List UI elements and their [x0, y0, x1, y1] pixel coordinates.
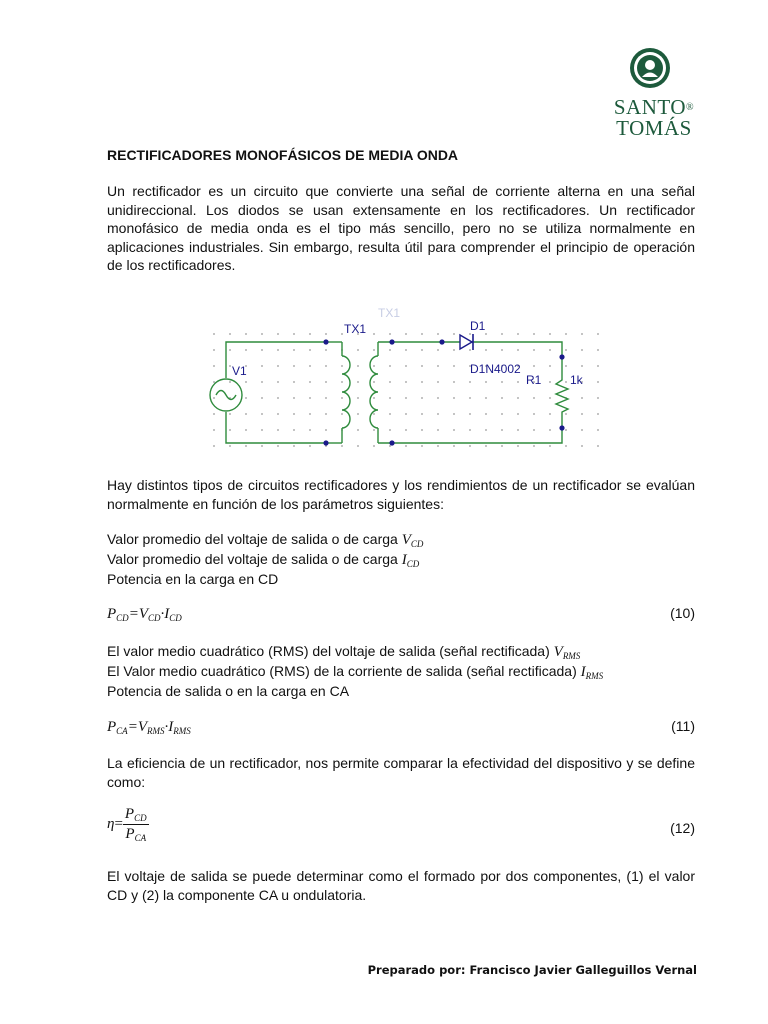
tx1-label: TX1: [344, 322, 367, 336]
resistor-value-label: 1k: [570, 373, 583, 387]
list1-item-3: Potencia en la carga en CD: [107, 571, 279, 587]
intro-paragraph: Un rectificador es un circuito que convierte una señal de corriente alterna en una señal unidireccional. Los diodos se usan extensamente en los rectificadores. Un rectificador monofásico de media onda es el tipo más sencillo, pero no se utiliza normalmente en aplicaciones industriales. Sin embargo, resulta útil para comprender el principio de operación de los rectificadores.: [107, 183, 695, 273]
rectifier-circuit-diagram: [196, 300, 616, 460]
logo-wordmark: SANTO® TOMÁS: [613, 95, 695, 140]
source-label: V1: [232, 364, 247, 378]
equation-12-number: (12): [670, 820, 695, 836]
resistor-label: R1: [526, 373, 542, 387]
list1-item-2: Valor promedio del voltaje de salida o de carga $I_{CD}$: [107, 551, 420, 569]
list2-item-2: El Valor medio cuadrático (RMS) de la corriente de salida (señal rectificada) $I_{RMS}$: [107, 663, 604, 681]
equation-11-number: (11): [671, 718, 695, 734]
rectifier-types-paragraph: Hay distintos tipos de circuitos rectificadores y los rendimientos de un rectificador se evalúan normalmente en función de los parámetros siguientes:: [107, 477, 695, 512]
diode-model-label: D1N4002: [470, 362, 521, 376]
efficiency-paragraph: La eficiencia de un rectificador, nos permite comparar la efectividad del dispositivo y se define como:: [107, 755, 695, 790]
list2-item-1: El valor medio cuadrático (RMS) del voltaje de salida (señal rectificada) $V_{RMS}$: [107, 643, 581, 661]
diode-label: D1: [470, 319, 486, 333]
tx1-ghost-label: TX1: [378, 306, 401, 320]
crest-icon: [606, 44, 702, 94]
equation-12: η= $\frac{P_{CD}}{P_{CA}}$: [107, 806, 147, 843]
equation-10: $P_{CD}=V_{CD}\cdot I_{CD}$: [107, 606, 182, 623]
page-title: RECTIFICADORES MONOFÁSICOS DE MEDIA ONDA: [107, 147, 459, 163]
list2-item-3: Potencia de salida o en la carga en CA: [107, 683, 350, 699]
list1-item-1: Valor promedio del voltaje de salida o de carga $V_{CD}$: [107, 531, 424, 549]
santo-tomas-logo: [606, 44, 702, 139]
footer-author: Preparado por: Francisco Javier Galleguillos Vernal: [367, 963, 697, 977]
efficiency-fraction: $\frac{P_{CD}}{P_{CA}}$: [124, 806, 147, 843]
equation-10-number: (10): [670, 605, 695, 621]
equation-11: $P_{CA}=V_{RMS}\cdot I_{RMS}$: [107, 719, 191, 736]
output-voltage-paragraph: El voltaje de salida se puede determinar como el formado por dos componentes, (1) el valor CD y (2) la componente CA u ondulatoria.: [107, 868, 695, 903]
